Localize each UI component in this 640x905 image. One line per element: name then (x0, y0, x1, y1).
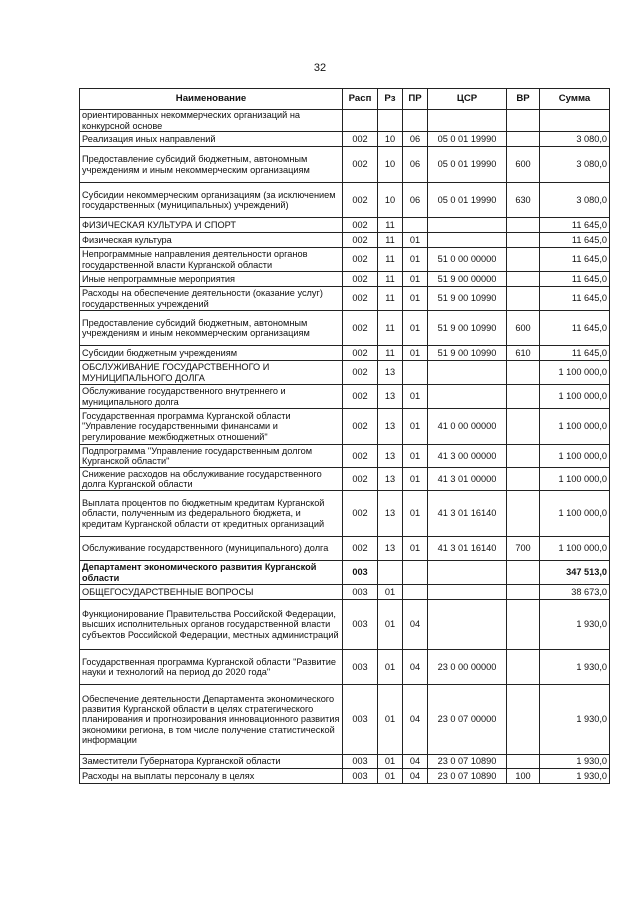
table-row (80, 755, 610, 769)
cell-sum: 3 080,0 (540, 183, 610, 218)
cell-sum: 1 100 000,0 (540, 361, 610, 385)
budget-table (79, 88, 610, 784)
cell-csr: 51 9 00 10990 (428, 346, 507, 361)
table-row (80, 361, 610, 385)
cell-csr (428, 385, 507, 409)
cell-vr: 700 (507, 537, 540, 561)
cell-csr: 41 3 00 00000 (428, 445, 507, 468)
cell-csr: 51 0 00 00000 (428, 248, 507, 272)
cell-vr (507, 218, 540, 233)
header-pr: ПР (403, 89, 428, 110)
cell-sum: 1 100 000,0 (540, 537, 610, 561)
table-row (80, 600, 610, 650)
cell-name: ориентированных некоммерческих организаций на конкурсной основе (80, 110, 343, 132)
table-row (80, 585, 610, 600)
table-row (80, 385, 610, 409)
cell-rasp: 002 (343, 537, 378, 561)
cell-name: Непрограммные направления деятельности органов государственной власти Курганской области (80, 248, 343, 272)
cell-sum: 11 645,0 (540, 233, 610, 248)
cell-pr: 06 (403, 132, 428, 147)
cell-name: Обслуживание государственного внутреннего и муниципального долга (80, 385, 343, 409)
cell-pr: 01 (403, 445, 428, 468)
cell-vr: 600 (507, 311, 540, 346)
cell-rz: 11 (378, 233, 403, 248)
cell-rz: 01 (378, 685, 403, 755)
table-row (80, 561, 610, 585)
cell-vr (507, 491, 540, 537)
cell-pr: 01 (403, 233, 428, 248)
cell-name: ОБЩЕГОСУДАРСТВЕННЫЕ ВОПРОСЫ (80, 585, 343, 600)
cell-rasp: 002 (343, 311, 378, 346)
cell-pr: 04 (403, 650, 428, 685)
cell-rasp: 003 (343, 585, 378, 600)
cell-rz: 13 (378, 537, 403, 561)
cell-pr: 01 (403, 468, 428, 491)
cell-rz: 13 (378, 445, 403, 468)
cell-name: Заместители Губернатора Курганской области (80, 755, 343, 769)
cell-csr: 05 0 01 19990 (428, 183, 507, 218)
table-body (80, 110, 610, 784)
cell-name: Обслуживание государственного (муниципального) долга (80, 537, 343, 561)
cell-vr (507, 132, 540, 147)
header-name: Наименование (80, 89, 343, 110)
cell-rz: 11 (378, 311, 403, 346)
cell-vr (507, 385, 540, 409)
cell-pr: 01 (403, 287, 428, 311)
cell-rasp: 002 (343, 132, 378, 147)
cell-vr (507, 650, 540, 685)
cell-vr (507, 272, 540, 287)
cell-sum: 11 645,0 (540, 346, 610, 361)
cell-name: Расходы на обеспечение деятельности (оказание услуг) государственных учреждений (80, 287, 343, 311)
cell-pr: 06 (403, 147, 428, 183)
cell-rasp: 002 (343, 346, 378, 361)
cell-sum: 11 645,0 (540, 248, 610, 272)
table-row (80, 272, 610, 287)
cell-vr (507, 248, 540, 272)
cell-rz: 01 (378, 600, 403, 650)
cell-pr (403, 561, 428, 585)
cell-vr: 600 (507, 147, 540, 183)
cell-pr: 01 (403, 409, 428, 445)
cell-csr: 23 0 07 10890 (428, 755, 507, 769)
cell-name: Иные непрограммные мероприятия (80, 272, 343, 287)
cell-sum: 1 100 000,0 (540, 491, 610, 537)
cell-rz: 11 (378, 287, 403, 311)
cell-rasp: 002 (343, 361, 378, 385)
cell-rasp: 002 (343, 445, 378, 468)
header-sum: Сумма (540, 89, 610, 110)
cell-rz: 13 (378, 409, 403, 445)
cell-sum: 1 100 000,0 (540, 468, 610, 491)
cell-csr: 41 3 01 00000 (428, 468, 507, 491)
cell-csr: 23 0 07 00000 (428, 685, 507, 755)
cell-pr (403, 361, 428, 385)
table-row (80, 409, 610, 445)
cell-csr: 23 0 00 00000 (428, 650, 507, 685)
cell-name: ФИЗИЧЕСКАЯ КУЛЬТУРА И СПОРТ (80, 218, 343, 233)
cell-rz: 10 (378, 183, 403, 218)
table-row (80, 132, 610, 147)
cell-sum (540, 110, 610, 132)
cell-csr: 05 0 01 19990 (428, 147, 507, 183)
cell-rasp: 003 (343, 561, 378, 585)
table-row (80, 287, 610, 311)
cell-rz: 10 (378, 147, 403, 183)
cell-sum: 1 100 000,0 (540, 445, 610, 468)
cell-name: Субсидии некоммерческим организациям (за исключением государственных (муниципальных) учреждений) (80, 183, 343, 218)
cell-rz (378, 561, 403, 585)
cell-name: Выплата процентов по бюджетным кредитам Курганской области, полученным из федерального бюджета, и кредитам Курганской области от кредитных организаций (80, 491, 343, 537)
cell-sum: 1 930,0 (540, 769, 610, 784)
header-rz: Рз (378, 89, 403, 110)
cell-csr: 05 0 01 19990 (428, 132, 507, 147)
table-row (80, 491, 610, 537)
cell-rz: 13 (378, 491, 403, 537)
table-row (80, 110, 610, 132)
cell-pr: 01 (403, 248, 428, 272)
header-vr: ВР (507, 89, 540, 110)
cell-rz: 11 (378, 248, 403, 272)
cell-csr: 51 9 00 00000 (428, 272, 507, 287)
table-row (80, 147, 610, 183)
table-row (80, 346, 610, 361)
cell-sum: 347 513,0 (540, 561, 610, 585)
cell-vr (507, 755, 540, 769)
cell-pr: 01 (403, 272, 428, 287)
cell-pr: 01 (403, 491, 428, 537)
cell-rasp: 002 (343, 248, 378, 272)
cell-pr: 01 (403, 346, 428, 361)
cell-name: Государственная программа Курганской области "Управление государственными финансами и регулирование межбюджетных отношений" (80, 409, 343, 445)
cell-rz: 13 (378, 361, 403, 385)
cell-rasp: 002 (343, 491, 378, 537)
cell-csr: 51 9 00 10990 (428, 287, 507, 311)
cell-pr: 01 (403, 385, 428, 409)
cell-pr: 04 (403, 769, 428, 784)
cell-vr (507, 110, 540, 132)
cell-rasp: 002 (343, 183, 378, 218)
table-row (80, 468, 610, 491)
cell-name: Государственная программа Курганской области "Развитие науки и технологий на период до 2020 года" (80, 650, 343, 685)
cell-vr: 630 (507, 183, 540, 218)
cell-csr (428, 233, 507, 248)
cell-name: ОБСЛУЖИВАНИЕ ГОСУДАРСТВЕННОГО И МУНИЦИПАЛЬНОГО ДОЛГА (80, 361, 343, 385)
cell-rz: 01 (378, 585, 403, 600)
cell-csr: 41 3 01 16140 (428, 537, 507, 561)
header-rasp: Расп (343, 89, 378, 110)
cell-sum: 1 930,0 (540, 685, 610, 755)
cell-pr (403, 218, 428, 233)
cell-rasp: 003 (343, 650, 378, 685)
table-row (80, 233, 610, 248)
cell-sum: 3 080,0 (540, 132, 610, 147)
cell-rasp: 002 (343, 385, 378, 409)
table-row (80, 445, 610, 468)
cell-pr (403, 110, 428, 132)
cell-rasp (343, 110, 378, 132)
table-header-row (80, 89, 610, 110)
cell-csr (428, 110, 507, 132)
table-row (80, 248, 610, 272)
cell-rasp: 003 (343, 769, 378, 784)
table-row (80, 311, 610, 346)
cell-rz: 11 (378, 272, 403, 287)
cell-rz: 11 (378, 346, 403, 361)
cell-rz: 10 (378, 132, 403, 147)
cell-sum: 1 930,0 (540, 650, 610, 685)
cell-vr (507, 361, 540, 385)
cell-sum: 1 100 000,0 (540, 409, 610, 445)
cell-name: Департамент экономического развития Курганской области (80, 561, 343, 585)
cell-vr (507, 600, 540, 650)
table-row (80, 650, 610, 685)
cell-csr (428, 561, 507, 585)
cell-name: Подпрограмма "Управление государственным долгом Курганской области" (80, 445, 343, 468)
cell-vr (507, 409, 540, 445)
table-row (80, 537, 610, 561)
cell-vr (507, 585, 540, 600)
cell-csr (428, 218, 507, 233)
cell-name: Расходы на выплаты персоналу в целях (80, 769, 343, 784)
cell-rz: 11 (378, 218, 403, 233)
table-row (80, 218, 610, 233)
cell-vr (507, 287, 540, 311)
cell-rz (378, 110, 403, 132)
cell-rasp: 002 (343, 218, 378, 233)
cell-rz: 13 (378, 468, 403, 491)
cell-vr (507, 685, 540, 755)
cell-pr: 06 (403, 183, 428, 218)
cell-sum: 11 645,0 (540, 311, 610, 346)
cell-vr: 610 (507, 346, 540, 361)
cell-rasp: 002 (343, 409, 378, 445)
cell-rz: 01 (378, 769, 403, 784)
cell-sum: 3 080,0 (540, 147, 610, 183)
cell-sum: 1 100 000,0 (540, 385, 610, 409)
cell-rasp: 003 (343, 685, 378, 755)
header-csr: ЦСР (428, 89, 507, 110)
cell-name: Реализация иных направлений (80, 132, 343, 147)
cell-rasp: 002 (343, 287, 378, 311)
cell-pr (403, 585, 428, 600)
cell-csr (428, 585, 507, 600)
cell-rz: 13 (378, 385, 403, 409)
cell-rz: 01 (378, 650, 403, 685)
cell-name: Обеспечение деятельности Департамента экономического развития Курганской области в целях стратегического планирования и прогнозирования инновационного развития экономики региона, в том числе получение статистической информации (80, 685, 343, 755)
page-number: 32 (313, 62, 327, 74)
cell-pr: 01 (403, 537, 428, 561)
cell-sum: 38 673,0 (540, 585, 610, 600)
cell-sum: 11 645,0 (540, 272, 610, 287)
cell-name: Субсидии бюджетным учреждениям (80, 346, 343, 361)
cell-sum: 1 930,0 (540, 755, 610, 769)
cell-name: Функционирование Правительства Российской Федерации, высших исполнительных органов государственной власти субъектов Российской Федерации, местных администраций (80, 600, 343, 650)
cell-rasp: 002 (343, 147, 378, 183)
cell-rasp: 002 (343, 233, 378, 248)
cell-csr: 23 0 07 10890 (428, 769, 507, 784)
cell-vr (507, 468, 540, 491)
cell-rz: 01 (378, 755, 403, 769)
cell-csr: 41 3 01 16140 (428, 491, 507, 537)
cell-pr: 04 (403, 755, 428, 769)
table-row (80, 769, 610, 784)
cell-sum: 11 645,0 (540, 287, 610, 311)
table-row (80, 183, 610, 218)
cell-vr: 100 (507, 769, 540, 784)
cell-name: Снижение расходов на обслуживание государственного долга Курганской области (80, 468, 343, 491)
cell-vr (507, 445, 540, 468)
cell-name: Предоставление субсидий бюджетным, автономным учреждениям и иным некоммерческим организациям (80, 147, 343, 183)
cell-vr (507, 561, 540, 585)
cell-csr (428, 361, 507, 385)
cell-csr: 41 0 00 00000 (428, 409, 507, 445)
cell-name: Физическая культура (80, 233, 343, 248)
cell-sum: 11 645,0 (540, 218, 610, 233)
cell-rasp: 003 (343, 600, 378, 650)
cell-pr: 04 (403, 600, 428, 650)
cell-pr: 04 (403, 685, 428, 755)
cell-csr: 51 9 00 10990 (428, 311, 507, 346)
cell-csr (428, 600, 507, 650)
cell-name: Предоставление субсидий бюджетным, автономным учреждениям и иным некоммерческим организациям (80, 311, 343, 346)
cell-vr (507, 233, 540, 248)
table-row (80, 685, 610, 755)
cell-rasp: 002 (343, 272, 378, 287)
cell-rasp: 002 (343, 468, 378, 491)
cell-pr: 01 (403, 311, 428, 346)
cell-sum: 1 930,0 (540, 600, 610, 650)
cell-rasp: 003 (343, 755, 378, 769)
